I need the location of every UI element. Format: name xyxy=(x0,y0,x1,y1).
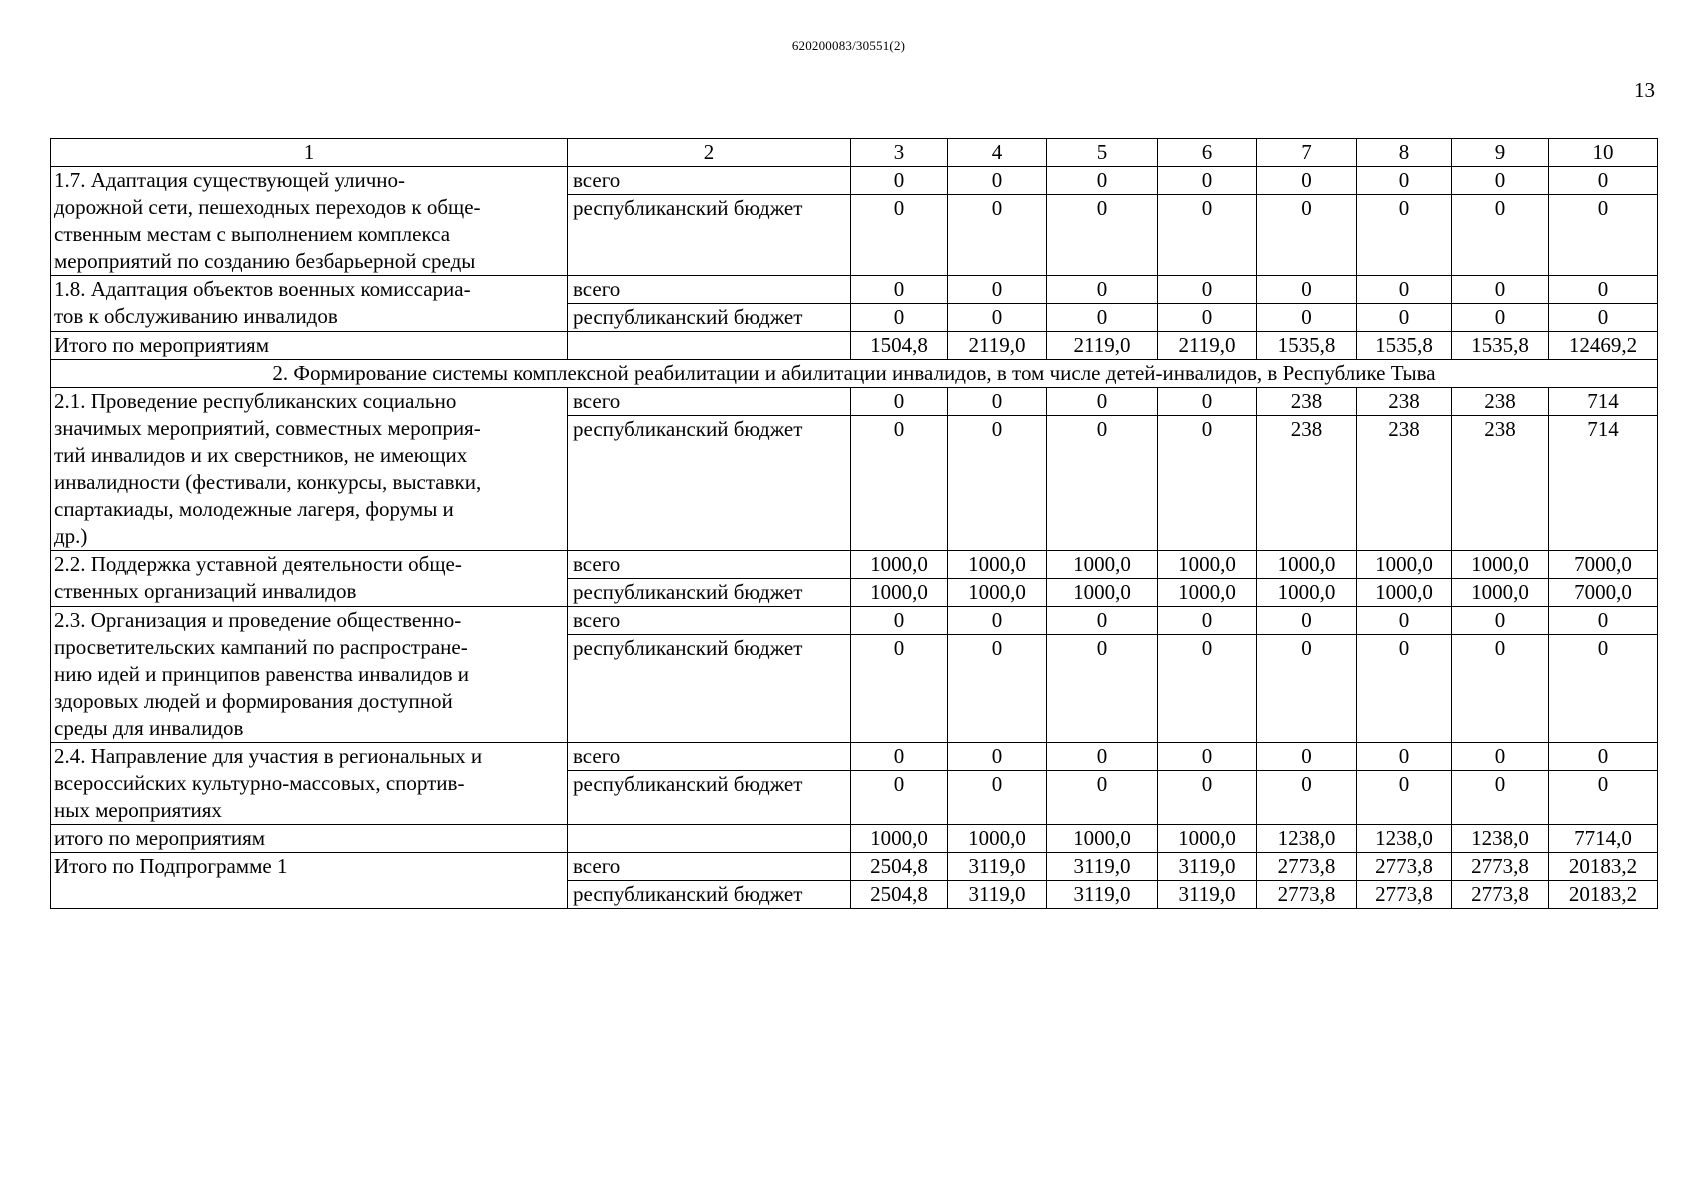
amount-col-6: 0 xyxy=(1158,635,1257,743)
amount-col-7: 0 xyxy=(1257,195,1357,276)
amount-col-8: 1535,8 xyxy=(1357,332,1452,360)
amount-col-8: 0 xyxy=(1357,743,1452,771)
amount-col-3: 0 xyxy=(851,167,948,195)
amount-col-5: 0 xyxy=(1047,276,1158,304)
amount-col-8: 1238,0 xyxy=(1357,825,1452,853)
amount-col-6: 1000,0 xyxy=(1158,825,1257,853)
funding-source: республиканский бюджет xyxy=(568,304,851,332)
activity-description-line: 2.1. Проведение республиканских социально xyxy=(54,389,457,413)
funding-source: республиканский бюджет xyxy=(568,635,851,743)
amount-col-7: 1535,8 xyxy=(1257,332,1357,360)
activity-description-line: 1.8. Адаптация объектов военных комиссариа- xyxy=(54,277,471,301)
activity-description-line: 2.4. Направление для участия в региональных и xyxy=(54,744,483,768)
amount-col-9: 0 xyxy=(1452,607,1549,635)
amount-col-10: 7714,0 xyxy=(1549,825,1658,853)
amount-col-4: 0 xyxy=(948,743,1047,771)
amount-col-5: 0 xyxy=(1047,167,1158,195)
activity-description-line: Итого по Подпрограмме 1 xyxy=(54,854,288,878)
amount-col-3: 0 xyxy=(851,276,948,304)
amount-col-8: 238 xyxy=(1357,388,1452,416)
activity-description-line: дорожной сети, пешеходных переходов к обще- xyxy=(54,195,481,219)
activity-description-line: мероприятий по созданию безбарьерной среды xyxy=(54,249,476,273)
amount-col-4: 3119,0 xyxy=(948,881,1047,909)
funding-source: всего xyxy=(568,607,851,635)
column-number-3: 3 xyxy=(851,139,948,167)
funding-source: республиканский бюджет xyxy=(568,771,851,825)
amount-col-4: 0 xyxy=(948,416,1047,551)
amount-col-9: 1238,0 xyxy=(1452,825,1549,853)
amount-col-9: 0 xyxy=(1452,771,1549,825)
activity-description-line: итого по мероприятиям xyxy=(54,826,266,850)
activity-description-line: значимых мероприятий, совместных мероприя- xyxy=(54,416,481,440)
amount-col-8: 0 xyxy=(1357,635,1452,743)
column-number-10: 10 xyxy=(1549,139,1658,167)
table-row xyxy=(51,167,1658,195)
activity-description xyxy=(51,853,568,909)
table-row xyxy=(51,825,1658,853)
amount-col-6: 0 xyxy=(1158,743,1257,771)
amount-col-5: 0 xyxy=(1047,416,1158,551)
amount-col-4: 0 xyxy=(948,167,1047,195)
column-number-row xyxy=(51,139,1658,167)
amount-col-9: 1000,0 xyxy=(1452,579,1549,607)
activity-description-line: инвалидности (фестивали, конкурсы, выставки, xyxy=(54,470,482,494)
funding-source: всего xyxy=(568,167,851,195)
amount-col-3: 2504,8 xyxy=(851,881,948,909)
amount-col-7: 0 xyxy=(1257,276,1357,304)
activity-description-line: тов к обслуживанию инвалидов xyxy=(54,304,338,328)
amount-col-6: 2119,0 xyxy=(1158,332,1257,360)
amount-col-7: 0 xyxy=(1257,771,1357,825)
amount-col-7: 0 xyxy=(1257,304,1357,332)
amount-col-4: 0 xyxy=(948,388,1047,416)
amount-col-7: 2773,8 xyxy=(1257,881,1357,909)
column-number-1: 1 xyxy=(51,139,568,167)
funding-source: республиканский бюджет xyxy=(568,416,851,551)
activity-description-line: нию идей и принципов равенства инвалидов и xyxy=(54,662,470,686)
activity-description-line: среды для инвалидов xyxy=(54,716,244,740)
amount-col-4: 0 xyxy=(948,771,1047,825)
amount-col-7: 1238,0 xyxy=(1257,825,1357,853)
amount-col-7: 2773,8 xyxy=(1257,853,1357,881)
amount-col-6: 0 xyxy=(1158,607,1257,635)
amount-col-4: 0 xyxy=(948,635,1047,743)
amount-col-10: 0 xyxy=(1549,743,1658,771)
amount-col-4: 0 xyxy=(948,304,1047,332)
amount-col-8: 2773,8 xyxy=(1357,853,1452,881)
activity-description-line: спартакиады, молодежные лагеря, форумы и xyxy=(54,497,454,521)
funding-source: всего xyxy=(568,551,851,579)
funding-source: республиканский бюджет xyxy=(568,881,851,909)
activity-description-line: ственным местам с выполнением комплекса xyxy=(54,222,451,246)
column-number-6: 6 xyxy=(1158,139,1257,167)
amount-col-6: 1000,0 xyxy=(1158,579,1257,607)
activity-description-line: 2.2. Поддержка уставной деятельности обще- xyxy=(54,552,462,576)
amount-col-6: 0 xyxy=(1158,276,1257,304)
budget-table xyxy=(50,138,1658,909)
amount-col-5: 1000,0 xyxy=(1047,579,1158,607)
funding-source: всего xyxy=(568,276,851,304)
amount-col-3: 0 xyxy=(851,743,948,771)
amount-col-7: 0 xyxy=(1257,743,1357,771)
amount-col-9: 2773,8 xyxy=(1452,881,1549,909)
amount-col-4: 1000,0 xyxy=(948,825,1047,853)
amount-col-8: 0 xyxy=(1357,167,1452,195)
amount-col-7: 1000,0 xyxy=(1257,579,1357,607)
funding-source: республиканский бюджет xyxy=(568,579,851,607)
column-number-4: 4 xyxy=(948,139,1047,167)
page-number: 13 xyxy=(1634,78,1655,102)
amount-col-8: 0 xyxy=(1357,195,1452,276)
amount-col-5: 3119,0 xyxy=(1047,853,1158,881)
amount-col-4: 1000,0 xyxy=(948,579,1047,607)
amount-col-8: 1000,0 xyxy=(1357,551,1452,579)
amount-col-3: 2504,8 xyxy=(851,853,948,881)
document-code: 620200083/30551(2) xyxy=(791,38,906,53)
amount-col-5: 0 xyxy=(1047,635,1158,743)
amount-col-3: 1504,8 xyxy=(851,332,948,360)
section-row xyxy=(51,360,1658,388)
activity-description xyxy=(51,388,568,551)
activity-description xyxy=(51,332,568,360)
column-number-5: 5 xyxy=(1047,139,1158,167)
activity-description xyxy=(51,551,568,607)
amount-col-5: 1000,0 xyxy=(1047,825,1158,853)
amount-col-9: 238 xyxy=(1452,416,1549,551)
amount-col-5: 3119,0 xyxy=(1047,881,1158,909)
activity-description-line: ственных организаций инвалидов xyxy=(54,579,357,603)
activity-description xyxy=(51,607,568,743)
amount-col-4: 0 xyxy=(948,195,1047,276)
amount-col-6: 0 xyxy=(1158,388,1257,416)
amount-col-3: 1000,0 xyxy=(851,551,948,579)
amount-col-9: 0 xyxy=(1452,167,1549,195)
activity-description-line: Итого по мероприятиям xyxy=(54,333,270,357)
amount-col-3: 0 xyxy=(851,771,948,825)
amount-col-8: 0 xyxy=(1357,771,1452,825)
amount-col-10: 714 xyxy=(1549,416,1658,551)
funding-source: всего xyxy=(568,388,851,416)
activity-description xyxy=(51,743,568,825)
table-row xyxy=(51,743,1658,771)
amount-col-5: 1000,0 xyxy=(1047,551,1158,579)
amount-col-5: 2119,0 xyxy=(1047,332,1158,360)
table-row xyxy=(51,276,1658,304)
amount-col-10: 12469,2 xyxy=(1549,332,1658,360)
amount-col-10: 0 xyxy=(1549,635,1658,743)
amount-col-6: 0 xyxy=(1158,167,1257,195)
amount-col-8: 238 xyxy=(1357,416,1452,551)
amount-col-6: 0 xyxy=(1158,771,1257,825)
column-number-2: 2 xyxy=(568,139,851,167)
table-row xyxy=(51,853,1658,881)
amount-col-8: 2773,8 xyxy=(1357,881,1452,909)
table-row xyxy=(51,607,1658,635)
activity-description-line: здоровых людей и формирования доступной xyxy=(54,689,453,713)
amount-col-5: 0 xyxy=(1047,771,1158,825)
amount-col-10: 0 xyxy=(1549,304,1658,332)
amount-col-9: 0 xyxy=(1452,195,1549,276)
amount-col-9: 1535,8 xyxy=(1452,332,1549,360)
activity-description xyxy=(51,825,568,853)
amount-col-3: 0 xyxy=(851,388,948,416)
amount-col-3: 0 xyxy=(851,195,948,276)
amount-col-8: 0 xyxy=(1357,607,1452,635)
amount-col-7: 238 xyxy=(1257,416,1357,551)
amount-col-9: 1000,0 xyxy=(1452,551,1549,579)
table-row xyxy=(51,332,1658,360)
activity-description-line: 2.3. Организация и проведение общественно- xyxy=(54,608,462,632)
amount-col-7: 0 xyxy=(1257,607,1357,635)
amount-col-10: 0 xyxy=(1549,771,1658,825)
funding-source: всего xyxy=(568,853,851,881)
activity-description-line: всероссийских культурно-массовых, спортив- xyxy=(54,771,465,795)
activity-description-line: 1.7. Адаптация существующей улично- xyxy=(54,168,406,192)
amount-col-9: 0 xyxy=(1452,743,1549,771)
funding-source xyxy=(568,332,851,360)
activity-description-line: тий инвалидов и их сверстников, не имеющих xyxy=(54,443,468,467)
funding-source xyxy=(568,825,851,853)
activity-description-line: др.) xyxy=(54,524,88,548)
amount-col-5: 0 xyxy=(1047,607,1158,635)
amount-col-10: 0 xyxy=(1549,167,1658,195)
amount-col-7: 0 xyxy=(1257,635,1357,743)
amount-col-6: 1000,0 xyxy=(1158,551,1257,579)
amount-col-6: 0 xyxy=(1158,416,1257,551)
column-number-9: 9 xyxy=(1452,139,1549,167)
amount-col-3: 0 xyxy=(851,304,948,332)
amount-col-10: 20183,2 xyxy=(1549,853,1658,881)
amount-col-3: 0 xyxy=(851,607,948,635)
amount-col-8: 1000,0 xyxy=(1357,579,1452,607)
amount-col-4: 0 xyxy=(948,276,1047,304)
amount-col-7: 1000,0 xyxy=(1257,551,1357,579)
amount-col-3: 0 xyxy=(851,416,948,551)
amount-col-3: 1000,0 xyxy=(851,579,948,607)
amount-col-4: 1000,0 xyxy=(948,551,1047,579)
table-row xyxy=(51,388,1658,416)
amount-col-10: 7000,0 xyxy=(1549,579,1658,607)
amount-col-10: 7000,0 xyxy=(1549,551,1658,579)
amount-col-9: 0 xyxy=(1452,635,1549,743)
amount-col-7: 0 xyxy=(1257,167,1357,195)
amount-col-10: 714 xyxy=(1549,388,1658,416)
amount-col-10: 0 xyxy=(1549,276,1658,304)
amount-col-10: 0 xyxy=(1549,195,1658,276)
funding-source: всего xyxy=(568,743,851,771)
activity-description-line: просветительских кампаний по распростране- xyxy=(54,635,468,659)
section-title: 2. Формирование системы комплексной реабилитации и абилитации инвалидов, в том числе детей-инвалидов, в Республике Тыва xyxy=(51,360,1658,388)
amount-col-6: 3119,0 xyxy=(1158,853,1257,881)
amount-col-3: 0 xyxy=(851,635,948,743)
amount-col-8: 0 xyxy=(1357,276,1452,304)
column-number-7: 7 xyxy=(1257,139,1357,167)
column-number-8: 8 xyxy=(1357,139,1452,167)
funding-source: республиканский бюджет xyxy=(568,195,851,276)
amount-col-10: 20183,2 xyxy=(1549,881,1658,909)
amount-col-9: 2773,8 xyxy=(1452,853,1549,881)
amount-col-8: 0 xyxy=(1357,304,1452,332)
amount-col-5: 0 xyxy=(1047,195,1158,276)
table-row xyxy=(51,551,1658,579)
amount-col-9: 0 xyxy=(1452,276,1549,304)
amount-col-4: 3119,0 xyxy=(948,853,1047,881)
activity-description xyxy=(51,167,568,276)
amount-col-4: 0 xyxy=(948,607,1047,635)
amount-col-6: 0 xyxy=(1158,304,1257,332)
amount-col-5: 0 xyxy=(1047,304,1158,332)
activity-description xyxy=(51,276,568,332)
activity-description-line: ных мероприятиях xyxy=(54,798,222,822)
amount-col-9: 0 xyxy=(1452,304,1549,332)
amount-col-6: 3119,0 xyxy=(1158,881,1257,909)
amount-col-10: 0 xyxy=(1549,607,1658,635)
amount-col-5: 0 xyxy=(1047,388,1158,416)
amount-col-7: 238 xyxy=(1257,388,1357,416)
amount-col-6: 0 xyxy=(1158,195,1257,276)
amount-col-4: 2119,0 xyxy=(948,332,1047,360)
amount-col-5: 0 xyxy=(1047,743,1158,771)
amount-col-9: 238 xyxy=(1452,388,1549,416)
amount-col-3: 1000,0 xyxy=(851,825,948,853)
